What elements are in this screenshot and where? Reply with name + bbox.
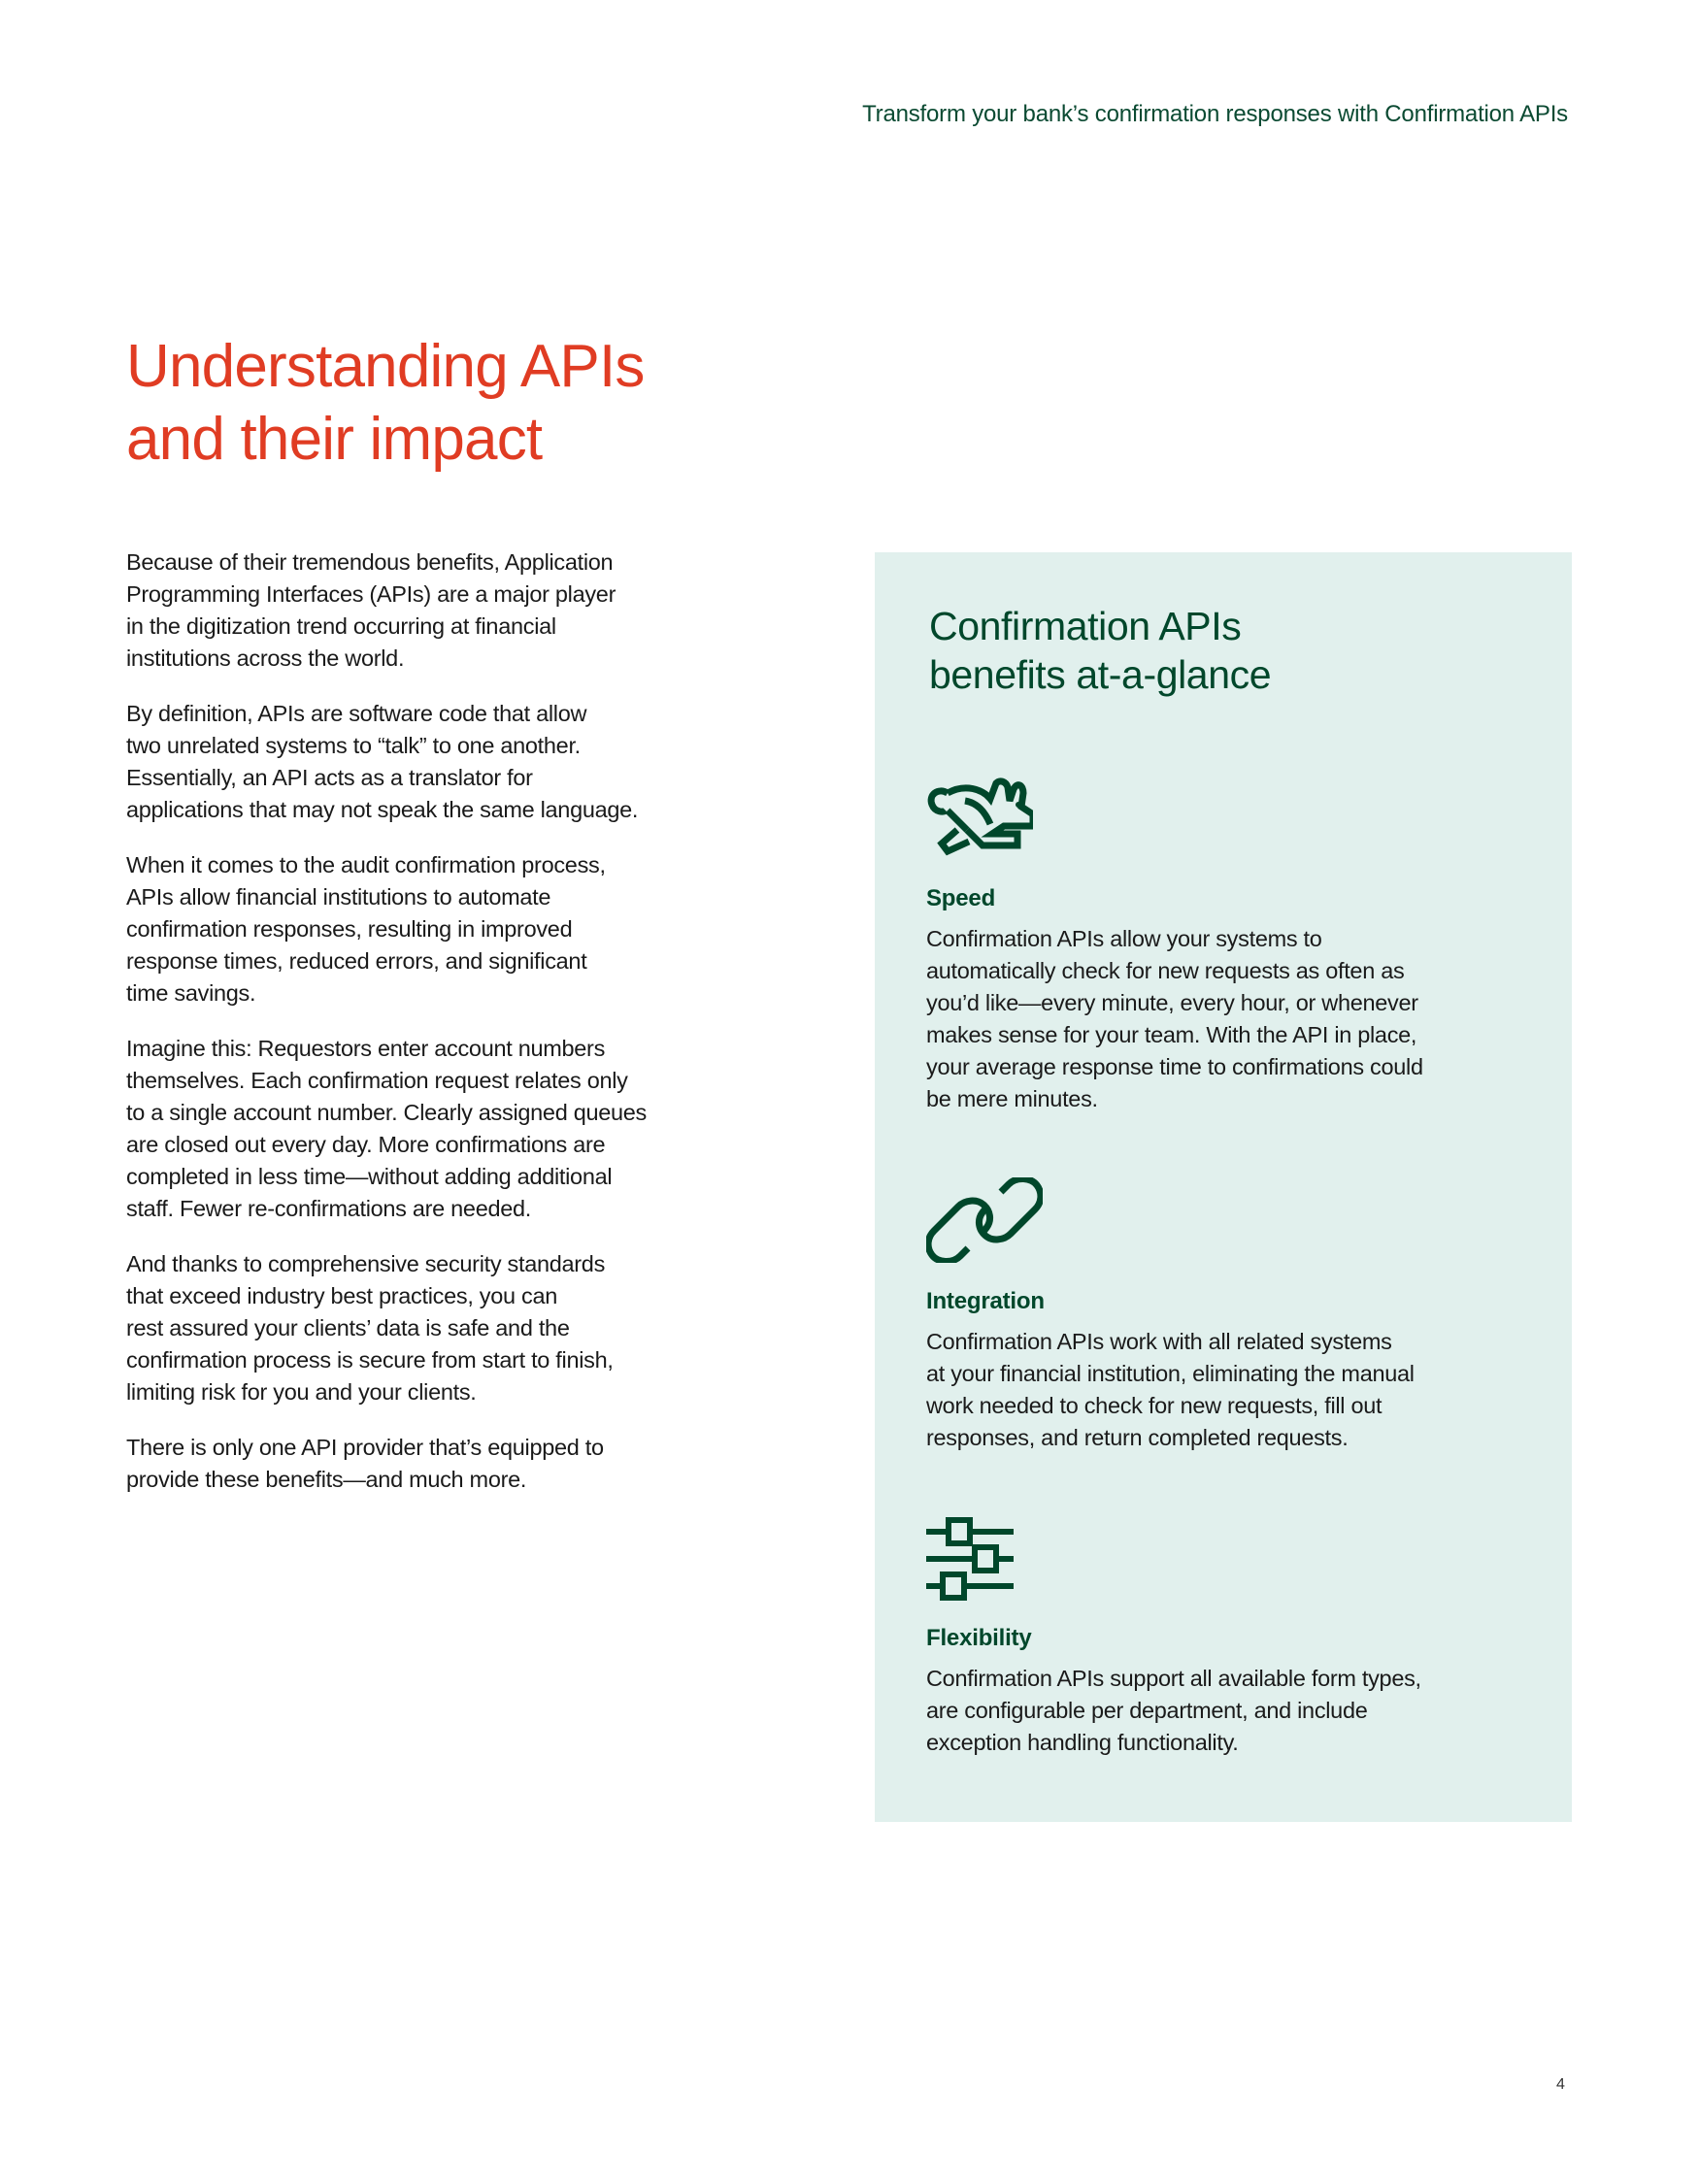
benefit-flexibility bbox=[926, 1517, 1548, 1759]
body-paragraph: And thanks to comprehensive security standards that exceed industry best practices, you can rest assured your clients’ data is safe and the confirmation process is secure from start to finish, limiting risk for you and your clients. bbox=[126, 1251, 614, 1405]
benefit-speed bbox=[926, 774, 1548, 1115]
benefit-description: Confirmation APIs work with all related systems at your financial institution, eliminating the manual work needed to check for new requests, fill out responses, and return completed requests. bbox=[926, 1329, 1415, 1450]
page-title-line: and their impact bbox=[126, 406, 543, 473]
benefit-label: Integration bbox=[926, 1288, 1045, 1314]
page-title bbox=[126, 330, 645, 476]
benefit-description: Confirmation APIs support all available form types, are configurable per department, and include exception handling functionality. bbox=[926, 1666, 1421, 1755]
benefit-integration bbox=[926, 1177, 1548, 1454]
benefits-panel-title-line: Confirmation APIs bbox=[929, 604, 1242, 648]
benefits-panel bbox=[875, 552, 1572, 1822]
rabbit-icon bbox=[926, 774, 1033, 859]
body-paragraph: Because of their tremendous benefits, Application Programming Interfaces (APIs) are a major player in the digitization trend occurring at financial institutions across the world. bbox=[126, 549, 616, 671]
benefits-panel-title bbox=[929, 602, 1271, 699]
running-header: Transform your bank’s confirmation responses with Confirmation APIs bbox=[862, 101, 1568, 127]
link-icon bbox=[926, 1177, 1043, 1263]
page-title-line: Understanding APIs bbox=[126, 333, 645, 400]
benefit-label: Flexibility bbox=[926, 1625, 1032, 1651]
body-paragraph: When it comes to the audit confirmation process, APIs allow financial institutions to automate confirmation responses, resulting in improved response times, reduced errors, and significant time savings. bbox=[126, 852, 606, 1006]
body-text-column bbox=[126, 546, 738, 1519]
benefits-panel-title-line: benefits at-a-glance bbox=[929, 652, 1272, 697]
benefit-description: Confirmation APIs allow your systems to automatically check for new requests as often as you’d like—every minute, every hour, or whenever makes sense for your team. With the API in place, your average response time to confirmations could be mere minutes. bbox=[926, 926, 1423, 1111]
sliders-icon bbox=[926, 1517, 1016, 1601]
body-paragraph: There is only one API provider that’s equipped to provide these benefits—and much more. bbox=[126, 1435, 604, 1492]
page-number: 4 bbox=[1556, 2076, 1565, 2093]
body-paragraph: Imagine this: Requestors enter account numbers themselves. Each confirmation request relates only to a single account number. Clearly assigned queues are closed out every day. More confirmations are completed in less time—without adding additional staff. Fewer re-confirmations are needed. bbox=[126, 1036, 647, 1221]
benefit-label: Speed bbox=[926, 885, 996, 911]
body-paragraph: By definition, APIs are software code that allow two unrelated systems to “talk” to one another. Essentially, an API acts as a translator for applications that may not speak the same language. bbox=[126, 701, 639, 822]
